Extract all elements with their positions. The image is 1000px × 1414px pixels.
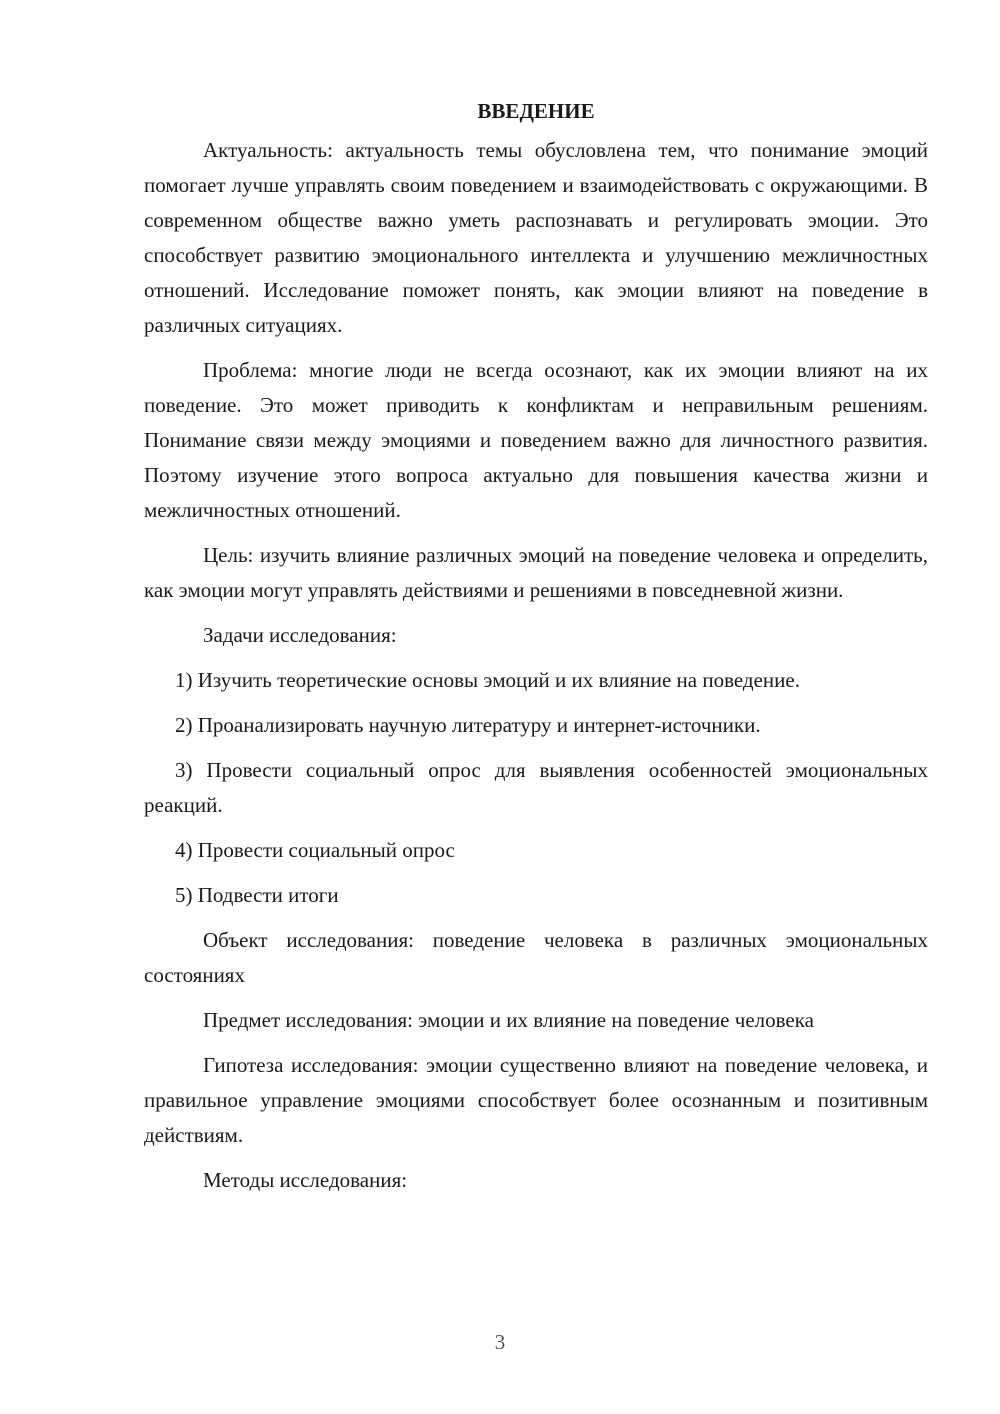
task-item: 1) Изучить теоретические основы эмоций и их влияние на поведение. [175,668,800,692]
task-item: 5) Подвести итоги [175,883,339,907]
subject-paragraph: Предмет исследования: эмоции и их влияние на поведение человека [203,1008,814,1032]
document-page [144,94,928,1208]
task-item: 2) Проанализировать научную литературу и интернет-источники. [175,713,761,737]
problem-paragraph: Проблема: многие люди не всегда осознают, как их эмоции влияют на их поведение. Это может приводить к конфликтам и неправильным решениям. Понимание связи между эмоциями и поведением важно для личностного развития. Поэтому изучение этого вопроса актуально для повышения качества жизни и межличностных отношений. [144,358,928,522]
task-item: 3) Провести социальный опрос для выявления особенностей эмоциональных реакций. [144,758,928,817]
page-number: 3 [494,1330,506,1354]
task-item: 4) Провести социальный опрос [175,838,455,862]
tasks-heading: Задачи исследования: [203,623,397,647]
relevance-paragraph: Актуальность: актуальность темы обусловлена тем, что понимание эмоций помогает лучше управлять своим поведением и взаимодействовать с окружающими. В современном обществе важно уметь распознавать и регулировать эмоции. Это способствует развитию эмоционального интеллекта и улучшению межличностных отношений. Исследование поможет понять, как эмоции влияют на поведение в различных ситуациях. [144,138,928,337]
object-paragraph: Объект исследования: поведение человека в различных эмоциональных состояниях [144,928,928,987]
hypothesis-paragraph: Гипотеза исследования: эмоции существенно влияют на поведение человека, и правильное управление эмоциями способствует более осознанным и позитивным действиям. [144,1053,928,1147]
section-title: ВВЕДЕНИЕ [477,99,595,123]
methods-heading: Методы исследования: [203,1168,408,1192]
goal-paragraph: Цель: изучить влияние различных эмоций на поведение человека и определить, как эмоции могут управлять действиями и решениями в повседневной жизни. [144,543,928,602]
